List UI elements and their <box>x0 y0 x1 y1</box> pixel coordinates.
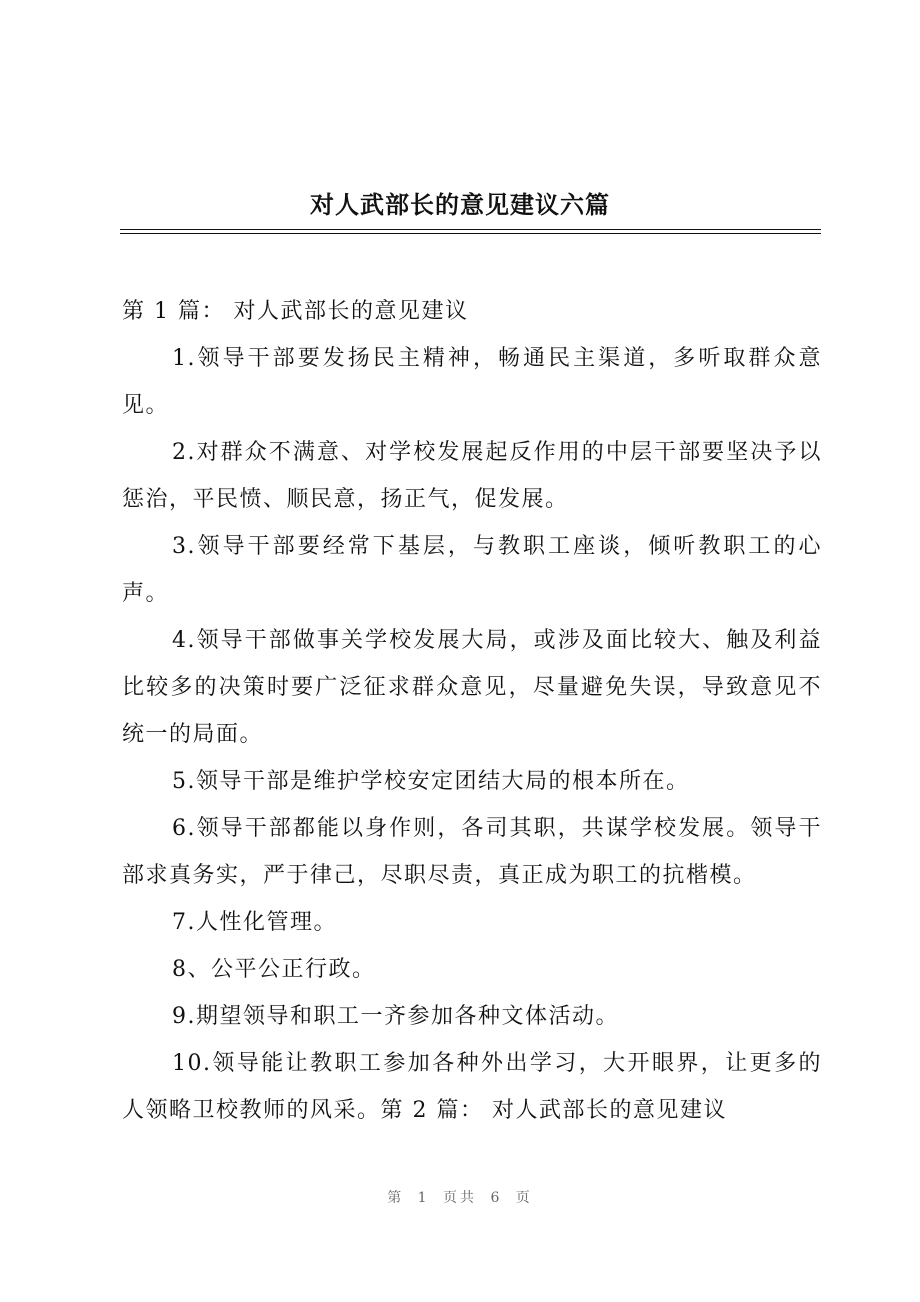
section-heading: 第 1 篇： 对人武部长的意见建议 <box>122 299 469 324</box>
paragraph-1: 1.领导干部要发扬民主精神，畅通民主渠道，多听取群众意见。 <box>122 346 822 418</box>
paragraph-3: 3.领导干部要经常下基层，与教职工座谈，倾听教职工的心声。 <box>122 534 822 606</box>
document-body <box>122 288 822 1134</box>
paragraph-5: 5.领导干部是维护学校安定团结大局的根本所在。 <box>172 769 690 794</box>
paragraph-9: 9.期望领导和职工一齐参加各种文体活动。 <box>172 1004 619 1029</box>
title-double-rule <box>120 229 821 234</box>
paragraph-6: 6.领导干部都能以身作则，各司其职，共谋学校发展。领导干部求真务实，严于律己，尽职尽责，真正成为职工的抗楷模。 <box>122 816 822 888</box>
page-title: 对人武部长的意见建议六篇 <box>310 190 610 219</box>
paragraph-2: 2.对群众不满意、对学校发展起反作用的中层干部要坚决予以惩治，平民愤、顺民意，扬正气，促发展。 <box>122 440 822 512</box>
page-footer: 第 1 页共 6 页 <box>387 1190 533 1206</box>
paragraph-10: 10.领导能让教职工参加各种外出学习，大开眼界，让更多的人领略卫校教师的风采。第 2 篇： 对人武部长的意见建议 <box>122 1051 822 1123</box>
paragraph-7: 7.人性化管理。 <box>172 910 337 935</box>
paragraph-4: 4.领导干部做事关学校发展大局，或涉及面比较大、触及利益比较多的决策时要广泛征求群众意见，尽量避免失误，导致意见不统一的局面。 <box>122 628 822 747</box>
paragraph-8: 8、公平公正行政。 <box>172 957 376 982</box>
